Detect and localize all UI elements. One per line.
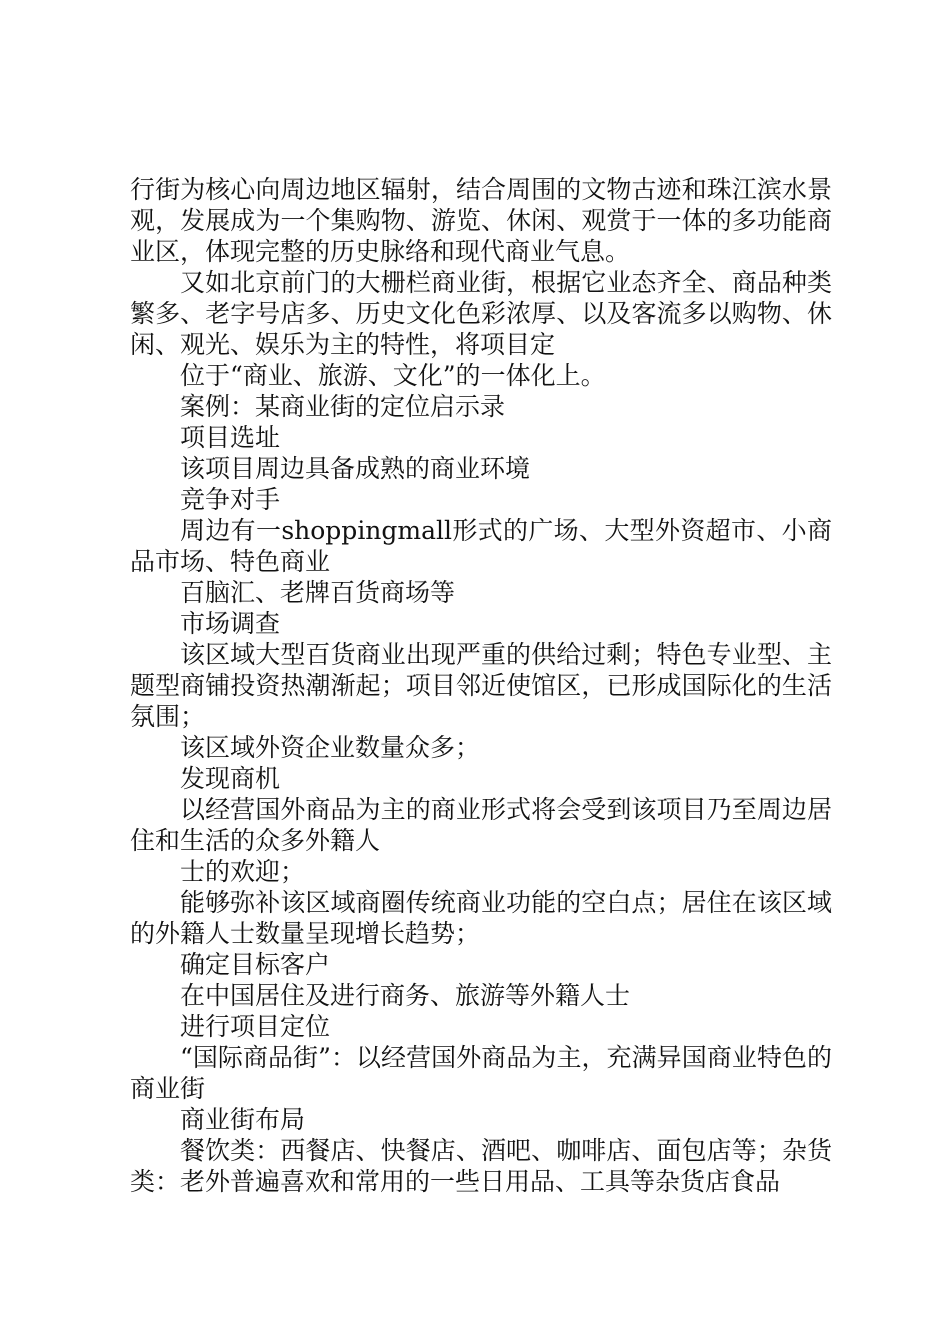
paragraph: 该项目周边具备成熟的商业环境 — [180, 454, 531, 483]
paragraph: 行街为核心向周边地区辐射，结合周围的文物古迹和珠江滨水景观，发展成为一个集购物、游览、休闲、观赏于一体的多功能商业区，体现完整的历史脉络和现代商业气息。 — [130, 175, 832, 266]
paragraph: 周边有一shoppingmall形式的广场、大型外资超市、小商品市场、特色商业 — [130, 516, 832, 576]
paragraph: 发现商机 — [180, 764, 281, 793]
paragraph: 商业街布局 — [180, 1105, 306, 1134]
paragraph: 在中国居住及进行商务、旅游等外籍人士 — [180, 981, 631, 1010]
paragraph: 竞争对手 — [180, 485, 281, 514]
paragraph: 进行项目定位 — [180, 1012, 331, 1041]
paragraph: 以经营国外商品为主的商业形式将会受到该项目乃至周边居住和生活的众多外籍人 — [130, 795, 832, 855]
paragraph: 案例：某商业街的定位启示录 — [180, 392, 506, 421]
paragraph: 确定目标客户 — [180, 950, 331, 979]
paragraph: 该区域大型百货商业出现严重的供给过剩；特色专业型、主题型商铺投资热潮渐起；项目邻近使馆区，已形成国际化的生活氛围； — [130, 640, 832, 731]
paragraph: 士的欢迎； — [180, 857, 306, 886]
paragraph: 项目选址 — [180, 423, 281, 452]
paragraph: 该区域外资企业数量众多； — [180, 733, 481, 762]
paragraph: 餐饮类：西餐店、快餐店、酒吧、咖啡店、面包店等；杂货类：老外普遍喜欢和常用的一些日用品、工具等杂货店食品 — [130, 1136, 832, 1196]
paragraph: 又如北京前门的大栅栏商业街，根据它业态齐全、商品种类繁多、老字号店多、历史文化色彩浓厚、以及客流多以购物、休闲、观光、娱乐为主的特性，将项目定 — [130, 268, 832, 359]
document-body — [130, 174, 832, 1197]
paragraph: 能够弥补该区域商圈传统商业功能的空白点；居住在该区域的外籍人士数量呈现增长趋势； — [130, 888, 832, 948]
paragraph: 百脑汇、老牌百货商场等 — [180, 578, 456, 607]
paragraph: “国际商品街”：以经营国外商品为主，充满异国商业特色的商业街 — [130, 1043, 832, 1103]
paragraph: 位于“商业、旅游、文化”的一体化上。 — [180, 361, 606, 390]
paragraph: 市场调查 — [180, 609, 281, 638]
